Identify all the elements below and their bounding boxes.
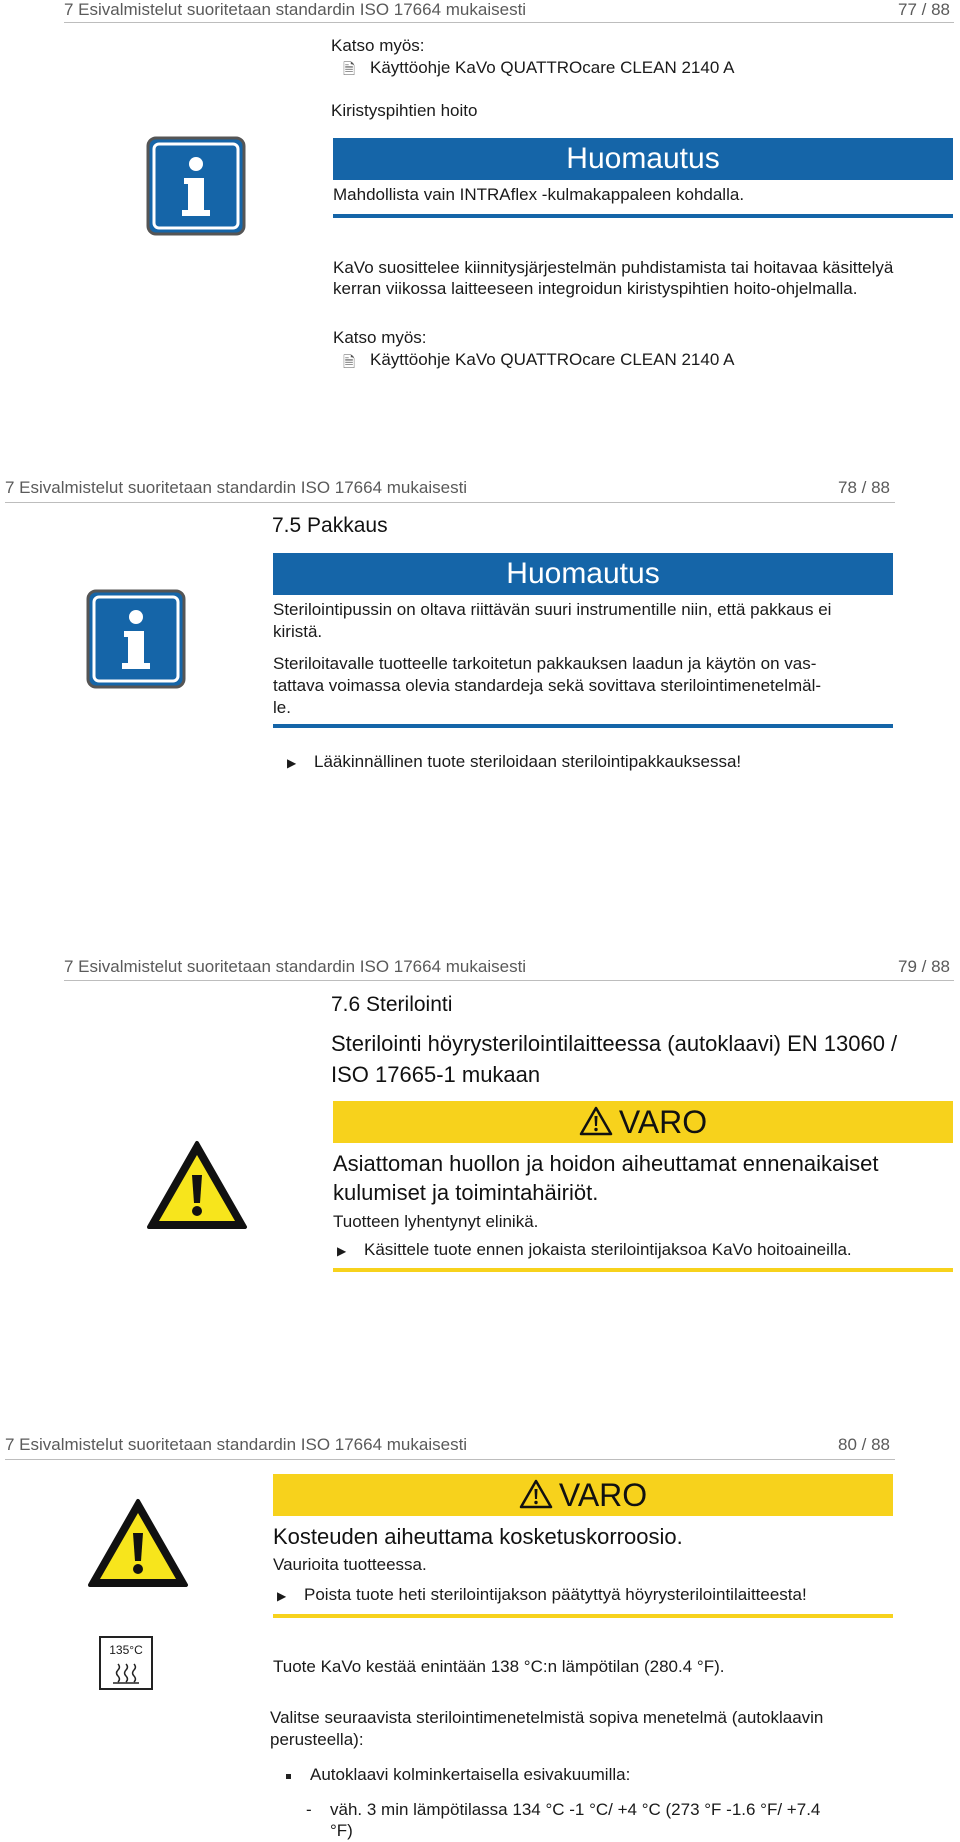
list-item: °F): [330, 1821, 353, 1840]
warning-triangle-icon: [519, 1479, 553, 1509]
sub-heading: ISO 17665-1 mukaan: [331, 1062, 541, 1087]
page-header: 7 Esivalmistelut suoritetaan standardin ISO 17664 mukaisesti: [5, 1435, 468, 1454]
warning-heading: Asiattoman huollon ja hoidon aiheuttamat ennenaikaiset: [333, 1151, 879, 1176]
warning-banner: [273, 1474, 893, 1516]
page-number: 79 / 88: [898, 957, 950, 976]
bullet-square-icon: [286, 1774, 291, 1779]
sub-heading: Sterilointi höyrysterilointilaitteessa (autoklaavi) EN 13060 /: [331, 1031, 898, 1056]
header-divider: [5, 502, 895, 503]
warning-banner: [333, 1101, 953, 1143]
warning-heading: Kosteuden aiheuttama kosketuskorroosio.: [273, 1524, 683, 1549]
document-icon: 🗎: [343, 354, 356, 371]
section-heading: 7.6 Sterilointi: [331, 993, 453, 1016]
document-icon: 🗎: [343, 61, 356, 78]
note-text: Steriloitavalle tuotteelle tarkoitetun pakkauksen laadun ja käytön on vas-: [273, 654, 817, 673]
step-text: Käsittele tuote ennen jokaista sterilointijaksoa KaVo hoitoaineilla.: [364, 1240, 852, 1259]
step-marker-icon: ▶: [277, 1589, 287, 1603]
list-item: väh. 3 min lämpötilassa 134 °C -1 °C/ +4 °C (273 °F -1.6 °F/ +7.4: [330, 1800, 821, 1819]
temperature-label: 135°C: [109, 1643, 143, 1657]
header-divider: [64, 980, 954, 981]
see-also-label: Katso myös:: [331, 36, 425, 55]
warning-bottom-rule: [333, 1268, 953, 1272]
temperature-limit-icon: [99, 1636, 153, 1690]
warning-text: Vaurioita tuotteessa.: [273, 1555, 427, 1574]
note-banner: Huomautus: [273, 553, 893, 595]
step-marker-icon: ▶: [287, 756, 297, 770]
page-number: 78 / 88: [838, 478, 890, 497]
temperature-text: Tuote KaVo kestää enintään 138 °C:n lämpötilan (280.4 °F).: [273, 1657, 725, 1676]
paragraph-line: KaVo suosittelee kiinnitysjärjestelmän puhdistamista tai hoitavaa käsittelyä: [333, 258, 894, 277]
reference-link[interactable]: Käyttöohje KaVo QUATTROcare CLEAN 2140 A: [370, 58, 735, 77]
step-text: Poista tuote heti sterilointijakson päätyttyä höyrysterilointilaitteesta!: [304, 1585, 807, 1604]
warning-heading: kulumiset ja toimintahäiriöt.: [333, 1180, 599, 1205]
info-icon: [146, 136, 246, 236]
warning-triangle-icon: [86, 1497, 190, 1589]
note-bottom-rule: [333, 214, 953, 218]
paragraph-line: Valitse seuraavista sterilointimenetelmistä sopiva menetelmä (autoklaavin: [270, 1708, 824, 1727]
section-title: Kiristyspihtien hoito: [331, 101, 478, 120]
page-number: 77 / 88: [898, 0, 950, 19]
note-text: Mahdollista vain INTRAflex -kulmakappaleen kohdalla.: [333, 185, 745, 204]
warning-triangle-icon: [579, 1106, 613, 1136]
section-heading: 7.5 Pakkaus: [272, 514, 388, 537]
step-text: Lääkinnällinen tuote steriloidaan sterilointipakkauksessa!: [314, 752, 742, 771]
warning-triangle-icon: [145, 1139, 249, 1231]
dash-marker: -: [306, 1800, 312, 1819]
paragraph-line: kerran viikossa laitteeseen integroidun kiristyspihtien hoito-ohjelmalla.: [333, 279, 858, 298]
note-bottom-rule: [273, 724, 893, 728]
page-header: 7 Esivalmistelut suoritetaan standardin ISO 17664 mukaisesti: [64, 957, 527, 976]
header-divider: [5, 1459, 895, 1460]
page-header: 7 Esivalmistelut suoritetaan standardin ISO 17664 mukaisesti: [64, 0, 527, 19]
note-text: kiristä.: [273, 622, 323, 641]
see-also-label: Katso myös:: [333, 328, 427, 347]
warning-title: VARO: [558, 1477, 648, 1513]
page-header: 7 Esivalmistelut suoritetaan standardin ISO 17664 mukaisesti: [5, 478, 468, 497]
paragraph-line: perusteella):: [270, 1730, 364, 1749]
page-number: 80 / 88: [838, 1435, 890, 1454]
steam-icon: [101, 1662, 151, 1684]
warning-text: Tuotteen lyhentynyt elinikä.: [333, 1212, 539, 1231]
warning-title: VARO: [618, 1104, 708, 1140]
step-marker-icon: ▶: [337, 1244, 347, 1258]
reference-link[interactable]: Käyttöohje KaVo QUATTROcare CLEAN 2140 A: [370, 350, 735, 369]
note-text: le.: [273, 698, 291, 717]
note-text: tattava voimassa olevia standardeja sekä sovittava sterilointimenetelmäl-: [273, 676, 822, 695]
header-divider: [64, 22, 954, 23]
note-text: Sterilointipussin on oltava riittävän suuri instrumentille niin, että pakkaus ei: [273, 600, 832, 619]
info-icon: [86, 589, 186, 689]
list-item: Autoklaavi kolminkertaisella esivakuumilla:: [310, 1765, 631, 1784]
warning-bottom-rule: [273, 1614, 893, 1618]
note-banner: Huomautus: [333, 138, 953, 180]
